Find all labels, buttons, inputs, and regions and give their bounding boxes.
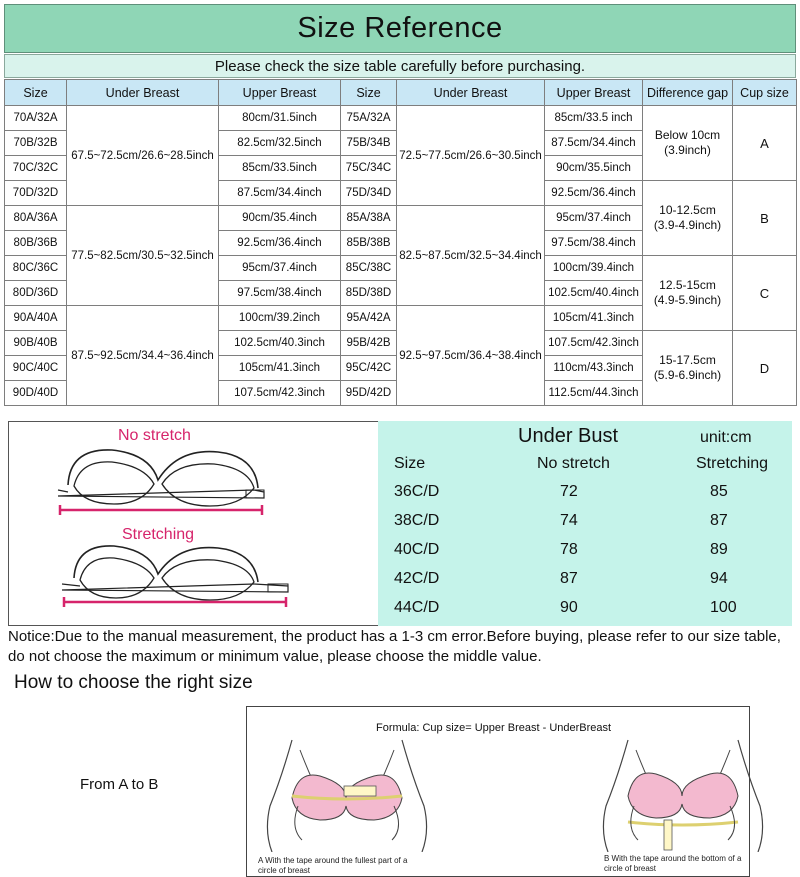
- upper-breast-left-cell: 80cm/31.5inch: [219, 106, 341, 131]
- upper-breast-right-cell: 85cm/33.5 inch: [545, 106, 643, 131]
- upper-breast-left-cell: 87.5cm/34.4inch: [219, 181, 341, 206]
- size-right-cell: 75C/34C: [341, 156, 397, 181]
- notice-text: Notice:Due to the manual measurement, the product has a 1-3 cm error.Before buying, please refer to our size table, do not choose the maximum or minimum value, please choose the middle value.: [8, 628, 781, 665]
- col-upper-breast-left: Upper Breast: [219, 80, 341, 106]
- stretch-row-no-stretch: 90: [560, 599, 578, 616]
- col-under-breast-right: Under Breast: [397, 80, 545, 106]
- under-breast-right-cell: 92.5~97.5cm/36.4~38.4inch: [397, 306, 545, 406]
- stretch-col-size: Size: [394, 455, 426, 472]
- howto-title: How to choose the right size: [14, 672, 253, 693]
- upper-breast-right-cell: 105cm/41.3inch: [545, 306, 643, 331]
- size-left-cell: 70B/32B: [5, 131, 67, 156]
- size-left-cell: 70C/32C: [5, 156, 67, 181]
- upper-breast-right-cell: 90cm/35.5inch: [545, 156, 643, 181]
- size-right-cell: 95B/42B: [341, 331, 397, 356]
- stretch-row-size: 36C/D: [394, 483, 440, 500]
- under-breast-left-cell: 87.5~92.5cm/34.4~36.4inch: [67, 306, 219, 406]
- under-breast-left-cell: 77.5~82.5cm/30.5~32.5inch: [67, 206, 219, 306]
- upper-breast-right-cell: 87.5cm/34.4inch: [545, 131, 643, 156]
- size-right-cell: 85B/38B: [341, 231, 397, 256]
- col-cup-size: Cup size: [733, 80, 797, 106]
- caption-b: B With the tape around the bottom of a circle of breast: [604, 854, 742, 873]
- cup-size-cell: B: [733, 181, 797, 256]
- difference-gap-cell: 12.5-15cm (4.9-5.9inch): [643, 256, 733, 331]
- size-table-body: [5, 106, 797, 406]
- caption-a: A With the tape around the fullest part of a circle of breast: [258, 856, 408, 875]
- upper-breast-right-cell: 97.5cm/38.4inch: [545, 231, 643, 256]
- upper-breast-left-cell: 85cm/33.5inch: [219, 156, 341, 181]
- col-size-left: Size: [5, 80, 67, 106]
- col-under-breast-left: Under Breast: [67, 80, 219, 106]
- stretching-label: Stretching: [122, 526, 195, 543]
- stretch-row-size: 44C/D: [394, 599, 440, 616]
- upper-breast-left-cell: 95cm/37.4inch: [219, 256, 341, 281]
- upper-breast-right-cell: 92.5cm/36.4inch: [545, 181, 643, 206]
- page-title: Size Reference: [4, 4, 796, 53]
- stretch-row-stretching: 94: [710, 570, 728, 587]
- upper-breast-right-cell: 112.5cm/44.3inch: [545, 381, 643, 406]
- size-left-cell: 90B/40B: [5, 331, 67, 356]
- size-right-cell: 95A/42A: [341, 306, 397, 331]
- upper-breast-left-cell: 105cm/41.3inch: [219, 356, 341, 381]
- size-left-cell: 90C/40C: [5, 356, 67, 381]
- col-size-right: Size: [341, 80, 397, 106]
- difference-gap-cell: 15-17.5cm (5.9-6.9inch): [643, 331, 733, 406]
- upper-breast-right-cell: 102.5cm/40.4inch: [545, 281, 643, 306]
- size-left-cell: 80D/36D: [5, 281, 67, 306]
- size-right-cell: 75B/34B: [341, 131, 397, 156]
- table-header-row: [5, 80, 797, 106]
- stretch-row-no-stretch: 87: [560, 570, 578, 587]
- cup-size-cell: A: [733, 106, 797, 181]
- stretch-col-no-stretch: No stretch: [537, 455, 610, 472]
- size-left-cell: 70A/32A: [5, 106, 67, 131]
- page-subtitle: Please check the size table carefully before purchasing.: [4, 54, 796, 78]
- size-right-cell: 75A/32A: [341, 106, 397, 131]
- unit-label: unit:cm: [700, 429, 752, 446]
- stretch-row-size: 40C/D: [394, 541, 440, 558]
- stretch-row-no-stretch: 72: [560, 483, 578, 500]
- difference-gap-cell: Below 10cm (3.9inch): [643, 106, 733, 181]
- stretch-row-stretching: 100: [710, 599, 737, 616]
- upper-breast-left-cell: 107.5cm/42.3inch: [219, 381, 341, 406]
- size-left-cell: 70D/32D: [5, 181, 67, 206]
- stretch-row-size: 42C/D: [394, 570, 440, 587]
- upper-breast-right-cell: 95cm/37.4inch: [545, 206, 643, 231]
- upper-breast-left-cell: 97.5cm/38.4inch: [219, 281, 341, 306]
- formula-text: Formula: Cup size= Upper Breast - UnderBreast: [376, 722, 612, 734]
- size-right-cell: 85C/38C: [341, 256, 397, 281]
- stretch-col-stretching: Stretching: [696, 455, 769, 472]
- from-a-to-b-label: From A to B: [80, 776, 159, 793]
- size-right-cell: 95D/42D: [341, 381, 397, 406]
- stretch-row-no-stretch: 78: [560, 541, 578, 558]
- bra-stretching-illustration: [50, 538, 300, 614]
- size-left-cell: 90A/40A: [5, 306, 67, 331]
- size-right-cell: 75D/34D: [341, 181, 397, 206]
- upper-breast-right-cell: 100cm/39.4inch: [545, 256, 643, 281]
- under-breast-right-cell: 72.5~77.5cm/26.6~30.5inch: [397, 106, 545, 206]
- under-bust-heading: Under Bust: [518, 425, 619, 447]
- upper-breast-right-cell: 110cm/43.3inch: [545, 356, 643, 381]
- size-left-cell: 80C/36C: [5, 256, 67, 281]
- size-left-cell: 80A/36A: [5, 206, 67, 231]
- stretch-row-stretching: 89: [710, 541, 728, 558]
- under-bust-panel: [378, 421, 792, 626]
- upper-breast-left-cell: 100cm/39.2inch: [219, 306, 341, 331]
- size-right-cell: 85A/38A: [341, 206, 397, 231]
- table-row: [5, 106, 797, 131]
- difference-gap-cell: 10-12.5cm (3.9-4.9inch): [643, 181, 733, 256]
- size-reference-table: [4, 79, 797, 406]
- size-left-cell: 90D/40D: [5, 381, 67, 406]
- upper-breast-left-cell: 90cm/35.4inch: [219, 206, 341, 231]
- stretch-row-stretching: 87: [710, 512, 728, 529]
- cup-size-cell: D: [733, 331, 797, 406]
- bra-no-stretch-illustration: [50, 440, 290, 520]
- col-upper-breast-right: Upper Breast: [545, 80, 643, 106]
- stretch-row-size: 38C/D: [394, 512, 440, 529]
- upper-breast-right-cell: 107.5cm/42.3inch: [545, 331, 643, 356]
- upper-breast-left-cell: 102.5cm/40.3inch: [219, 331, 341, 356]
- measure-figure-a: [262, 736, 432, 852]
- upper-breast-left-cell: 82.5cm/32.5inch: [219, 131, 341, 156]
- size-right-cell: 85D/38D: [341, 281, 397, 306]
- stretch-row-stretching: 85: [710, 483, 728, 500]
- upper-breast-left-cell: 92.5cm/36.4inch: [219, 231, 341, 256]
- no-stretch-label: No stretch: [118, 427, 191, 444]
- under-breast-right-cell: 82.5~87.5cm/32.5~34.4inch: [397, 206, 545, 306]
- size-right-cell: 95C/42C: [341, 356, 397, 381]
- cup-size-cell: C: [733, 256, 797, 331]
- col-difference-gap: Difference gap: [643, 80, 733, 106]
- under-breast-left-cell: 67.5~72.5cm/26.6~28.5inch: [67, 106, 219, 206]
- measure-figure-b: [598, 736, 768, 852]
- size-left-cell: 80B/36B: [5, 231, 67, 256]
- stretch-row-no-stretch: 74: [560, 512, 578, 529]
